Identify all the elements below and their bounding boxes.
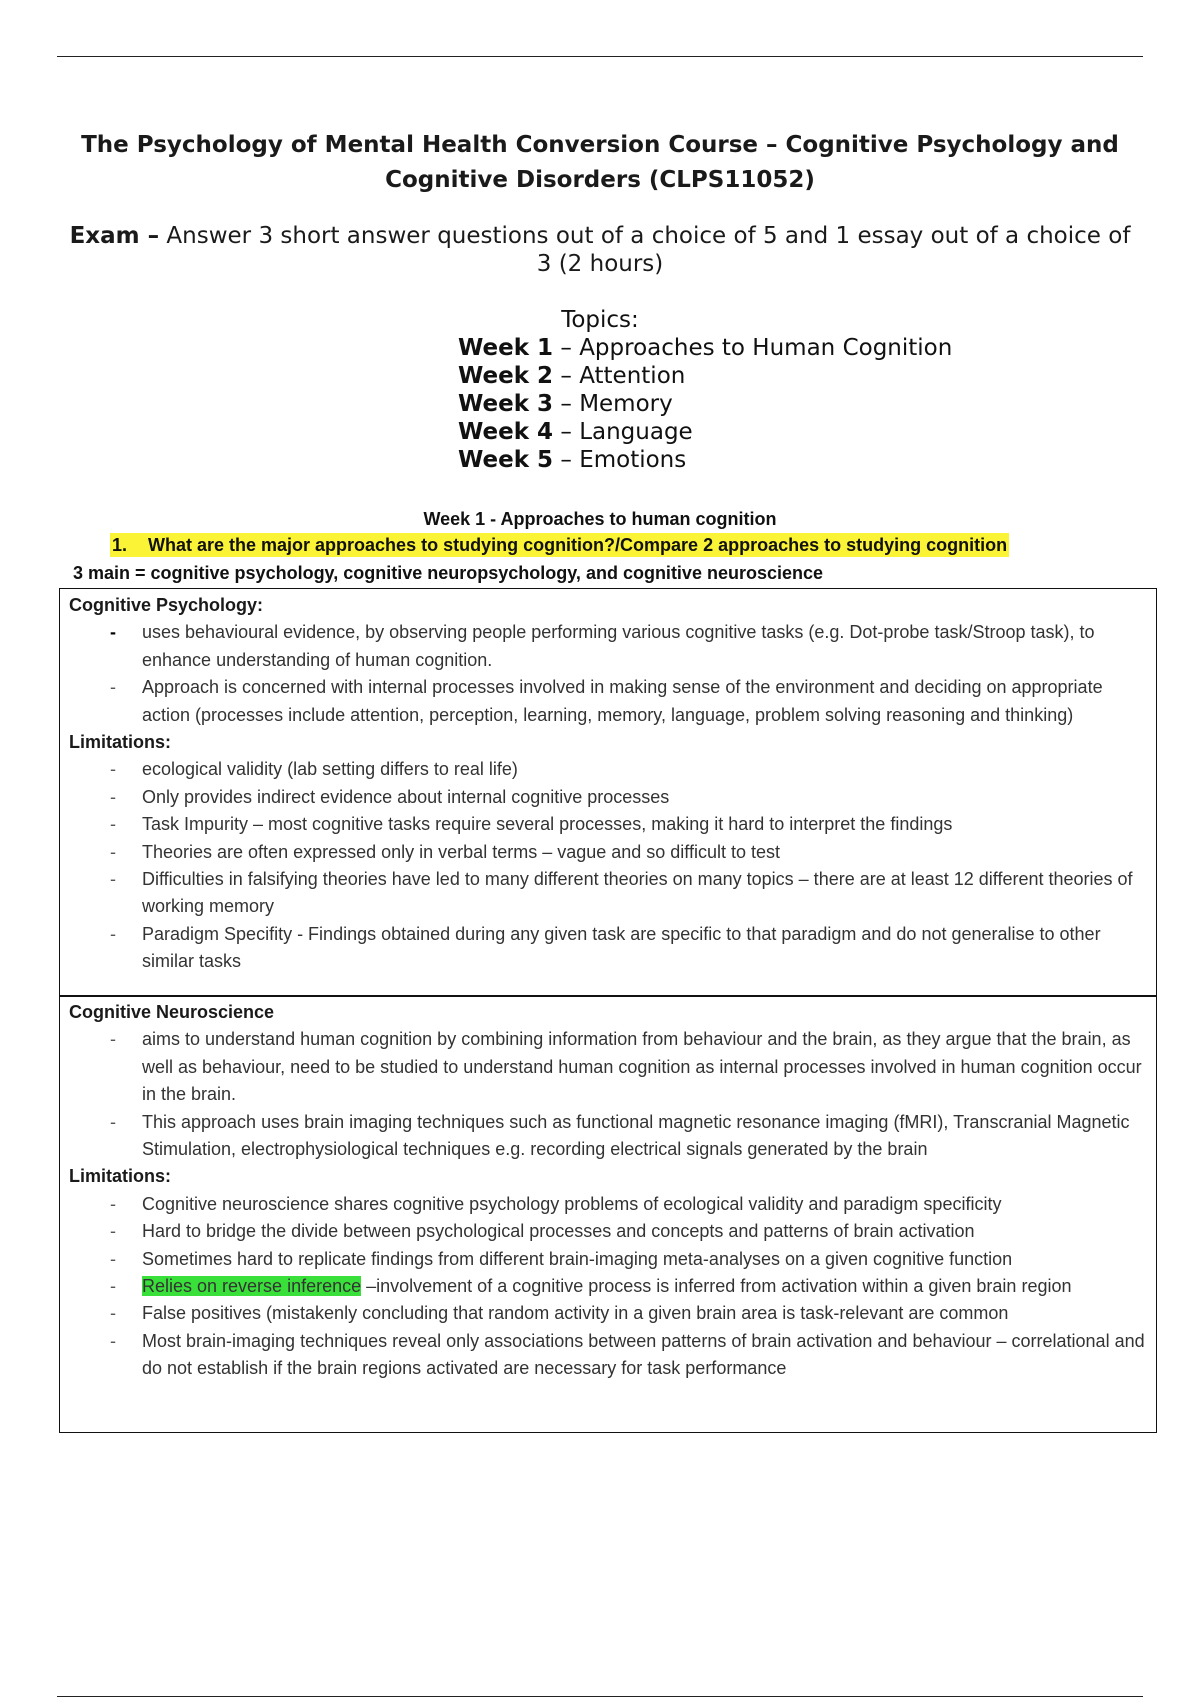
points-list <box>69 619 1148 729</box>
list-item: - aims to understand human cognition by combining information from behaviour and the brain, as they argue that the brain, as well as behaviour, need to be studied to understand human cognition as internal processes involved in human cognition occur in the brain. <box>110 1029 1142 1105</box>
list-item: - This approach uses brain imaging techniques such as functional magnetic resonance imaging (fMRI), Transcranial Magnetic Stimulation, electrophysiological techniques e.g. recording electrical signals generated by the brain <box>110 1111 1130 1160</box>
section-heading: Cognitive Psychology: <box>69 595 264 615</box>
points-list <box>69 1026 1148 1163</box>
approaches-summary: 3 main = cognitive psychology, cognitive neuropsychology, and cognitive neuroscience <box>73 563 824 583</box>
limitations-list <box>69 756 1148 975</box>
list-item: - Most brain-imaging techniques reveal only associations between patterns of brain activation and behaviour – correlational and do not establish if the brain regions activated are necessary for task performance <box>110 1330 1145 1379</box>
list-item: - ecological validity (lab setting differs to real life) <box>110 759 518 780</box>
topic-item: Week 2 – Attention <box>458 363 686 389</box>
list-item: - Hard to bridge the divide between psychological processes and concepts and patterns of brain activation <box>110 1221 975 1242</box>
exam-label: Exam – <box>69 223 160 249</box>
topic-item: Week 3 – Memory <box>458 391 673 417</box>
topic-item: Week 4 – Language <box>458 419 693 445</box>
topic-item: Week 5 – Emotions <box>458 447 687 473</box>
list-item: - Only provides indirect evidence about internal cognitive processes <box>110 786 670 807</box>
cognitive-neuroscience-box <box>59 995 1157 1433</box>
exam-info <box>60 222 1140 278</box>
limitations-list <box>69 1191 1148 1383</box>
limitations-heading: Limitations: <box>69 732 171 753</box>
list-item: - Task Impurity – most cognitive tasks require several processes, making it hard to interpret the findings <box>110 814 953 835</box>
document-title: The Psychology of Mental Health Conversion Course – Cognitive Psychology and Cognitive Disorders (CLPS11052) <box>81 132 1119 193</box>
list-item: - Paradigm Specifity - Findings obtained during any given task are specific to that paradigm and do not generalise to other similar tasks <box>110 923 1101 972</box>
list-item: - Sometimes hard to replicate findings from different brain-imaging meta-analyses on a given cognitive function <box>110 1248 1013 1269</box>
list-item: - Relies on reverse inference –involvement of a cognitive process is inferred from activation within a given brain region <box>110 1276 1072 1297</box>
limitations-heading: Limitations: <box>69 1166 171 1187</box>
footer-rule <box>57 1696 1143 1697</box>
week-heading: Week 1 - Approaches to human cognition <box>423 509 777 529</box>
list-item: - uses behavioural evidence, by observing people performing various cognitive tasks (e.g. Dot-probe task/Stroop task), to enhance understanding of human cognition. <box>110 622 1095 670</box>
list-item: - Approach is concerned with internal processes involved in making sense of the environment and deciding on appropriate action (processes include attention, perception, learning, memory, language, problem solving reasoning and thinking) <box>110 677 1103 725</box>
list-item: - Theories are often expressed only in verbal terms – vague and so difficult to test <box>110 841 781 862</box>
question-number: 1. <box>112 535 128 555</box>
topics-list <box>458 334 952 474</box>
exam-text: Answer 3 short answer questions out of a choice of 5 and 1 essay out of a choice of 3 (2 hours) <box>166 223 1131 277</box>
topics-heading: Topics: <box>561 307 639 333</box>
list-item: - False positives (mistakenly concluding that random activity in a given brain area is task-relevant are common <box>110 1303 1009 1324</box>
question-highlighted <box>110 533 1009 557</box>
topic-item: Week 1 – Approaches to Human Cognition <box>458 335 953 361</box>
list-item: - Cognitive neuroscience shares cognitive psychology problems of ecological validity and paradigm specificity <box>110 1193 1002 1214</box>
question-text: What are the major approaches to studying cognition?/Compare 2 approaches to studying cognition <box>148 535 1008 555</box>
cognitive-psychology-box <box>59 588 1157 997</box>
header-rule <box>57 56 1143 57</box>
list-item: - Difficulties in falsifying theories have led to many different theories on many topics – there are at least 12 different theories of working memory <box>110 869 1133 917</box>
reverse-inference-highlight: Relies on reverse inference <box>142 1276 362 1297</box>
section-heading: Cognitive Neuroscience <box>69 1002 275 1022</box>
